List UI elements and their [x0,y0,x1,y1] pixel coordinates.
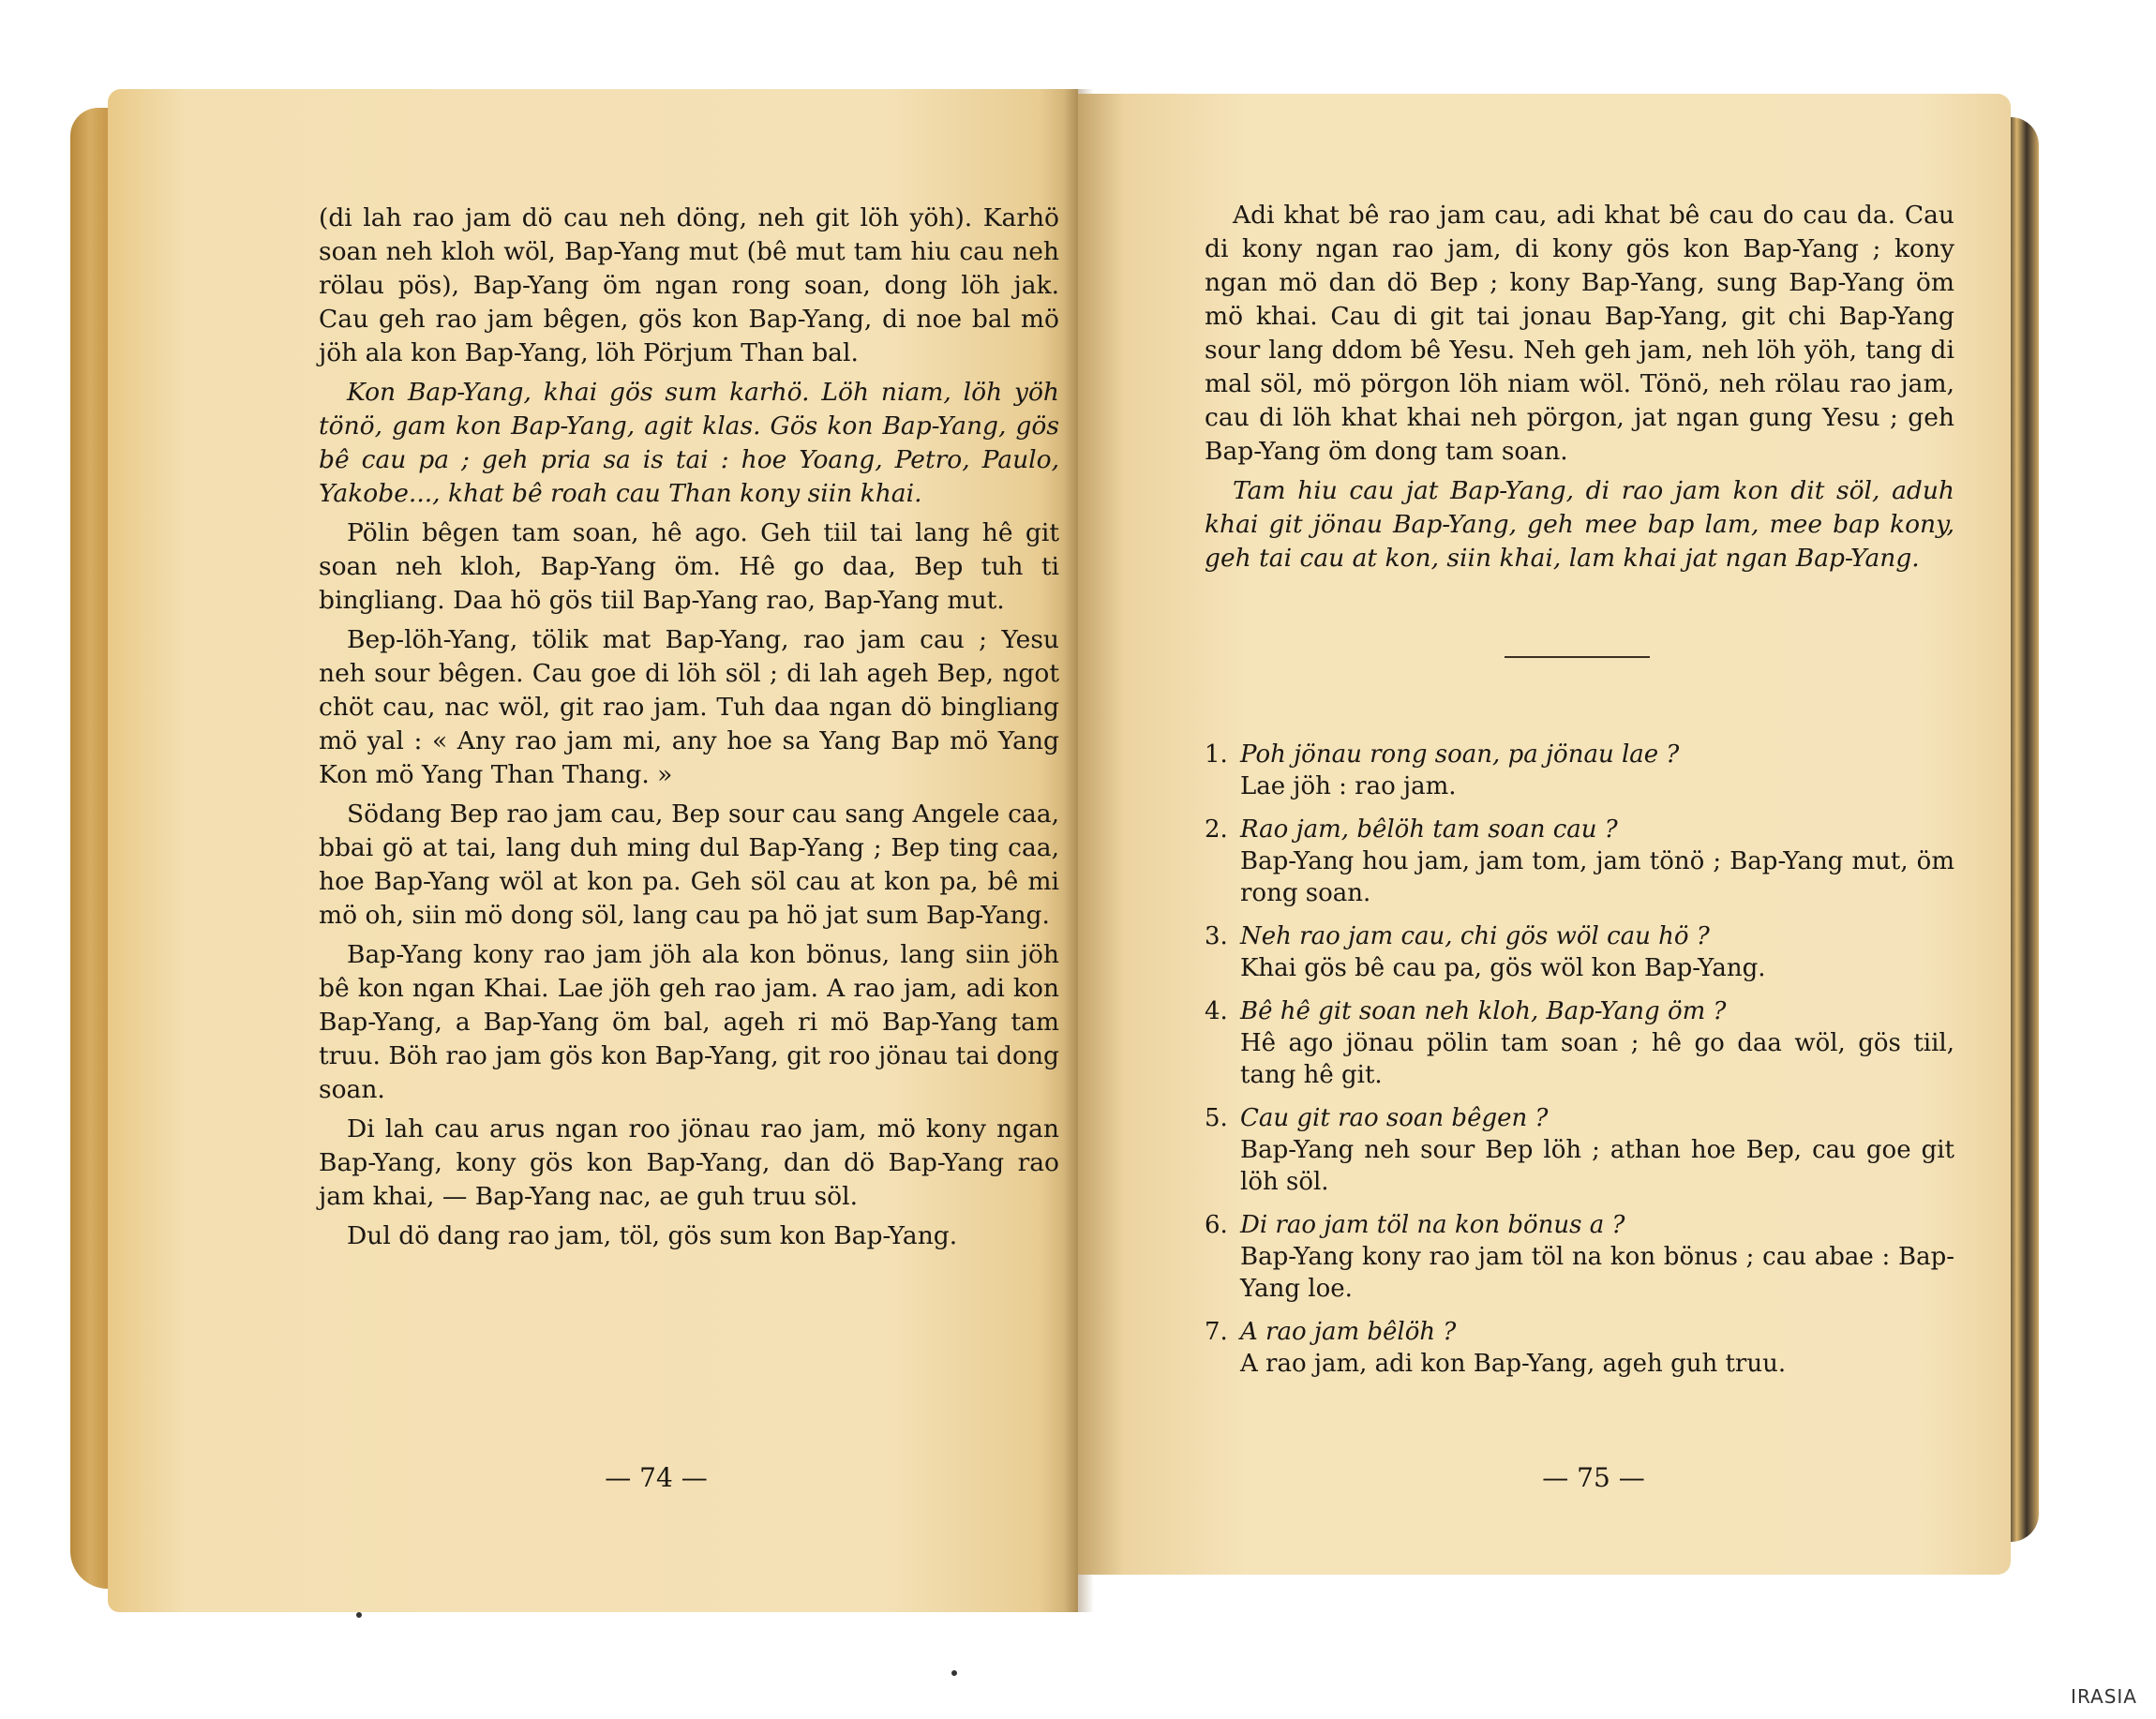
answer-text: Bap-Yang neh sour Bep löh ; athan hoe Bep, cau goe git löh söl. [1240,1136,1954,1196]
question-number: 6. [1205,1211,1228,1239]
ink-speck [951,1670,957,1676]
question-item [1205,1209,1954,1305]
paragraph: (di lah rao jam dö cau neh döng, neh git löh yöh). Karhö soan neh kloh wöl, Bap-Yang mut (bê mut tam hiu cau neh rölau pös), Bap-Yang öm ngan rong soan, dong löh jak. Cau geh rao jam bêgen, gös kon Bap-Yang, di noe bal mö jöh ala kon Bap-Yang, löh Pörjum Than bal. [319,203,1059,367]
page-number: — 75 — [1542,1462,1645,1493]
paragraph: Bep-löh-Yang, tölik mat Bap-Yang, rao jam cau ; Yesu neh sour bêgen. Cau goe di löh söl ; di lah ageh Bep, ngot chöt cau, nac wöl, git rao jam. Tuh daa ngan dö bingliang mö yal : « Any rao jam mi, any hoe sa Yang Bap mö Yang Kon mö Yang Than Thang. » [319,625,1059,789]
paragraph: Di lah cau arus ngan roo jönau rao jam, mö kony ngan Bap-Yang, kony gös kon Bap-Yang, dan dö Bap-Yang rao jam khai, — Bap-Yang nac, ae guh truu söl. [319,1114,1059,1211]
question-item [1205,739,1954,802]
question-number: 3. [1205,922,1228,950]
question-number: 7. [1205,1318,1228,1346]
question-number: 1. [1205,740,1228,769]
question-list [1205,739,1954,1391]
answer-text: Hê ago jönau pölin tam soan ; hê go daa wöl, gös tiil, tang hê git. [1240,1029,1954,1089]
question-number: 2. [1205,815,1228,844]
question-text: Rao jam, bêlöh tam soan cau ? [1240,815,1618,844]
answer-text: Lae jöh : rao jam. [1240,772,1457,800]
answer-text: Khai gös bê cau pa, gös wöl kon Bap-Yang. [1240,954,1766,982]
question-text: A rao jam bêlöh ? [1240,1318,1457,1346]
question-text: Bê hê git soan neh kloh, Bap-Yang öm ? [1240,997,1727,1025]
paragraph: Bap-Yang kony rao jam jöh ala kon bönus, lang siin jöh bê kon ngan Khai. Lae jöh geh rao jam. A rao jam, adi kon Bap-Yang, a Bap-Yang öm bal, ageh ri mö Bap-Yang tam truu. Böh rao jam gös kon Bap-Yang, git roo jönau tai dong soan. [319,940,1059,1104]
answer-text: Bap-Yang hou jam, jam tom, jam tönö ; Bap-Yang mut, öm rong soan. [1240,847,1954,907]
answer-text: A rao jam, adi kon Bap-Yang, ageh guh truu. [1240,1350,1787,1378]
question-text: Poh jönau rong soan, pa jönau lae ? [1240,740,1680,769]
open-book [70,89,2039,1612]
question-item [1205,1102,1954,1198]
left-page-body [319,202,1059,1259]
question-text: Neh rao jam cau, chi gös wöl cau hö ? [1240,922,1710,950]
question-item [1205,1316,1954,1380]
question-item [1205,920,1954,984]
right-page-body [1205,199,1954,581]
right-page [1078,94,2011,1575]
page-number: — 74 — [605,1462,708,1493]
question-item [1205,995,1954,1091]
question-number: 4. [1205,997,1228,1025]
paragraph: Kon Bap-Yang, khai gös sum karhö. Löh niam, löh yöh tönö, gam kon Bap-Yang, agit klas. Gös kon Bap-Yang, gös bê cau pa ; geh pria sa is tai : hoe Yoang, Petro, Paulo, Yakobe..., khat bê roah cau Than kony siin khai. [319,378,1059,508]
answer-text: Bap-Yang kony rao jam töl na kon bönus ; cau abae : Bap-Yang loe. [1240,1243,1954,1303]
section-divider [1505,656,1650,658]
paragraph: Pölin bêgen tam soan, hê ago. Geh tiil tai lang hê git soan neh kloh, Bap-Yang öm. Hê go daa, Bep tuh ti bingliang. Daa hö gös tiil Bap-Yang rao, Bap-Yang mut. [319,518,1059,615]
ink-speck [356,1612,362,1618]
question-text: Cau git rao soan bêgen ? [1240,1104,1549,1132]
question-number: 5. [1205,1104,1228,1132]
paragraph: Dul dö dang rao jam, töl, gös sum kon Bap-Yang. [347,1221,958,1250]
paragraph: Södang Bep rao jam cau, Bep sour cau sang Angele caa, bbai gö at tai, lang duh ming dul Bap-Yang ; Bep ting caa, hoe Bap-Yang wöl at kon pa. Geh söl cau at kon pa, bê mi mö oh, siin mö dong söl, lang cau pa hö jat sum Bap-Yang. [319,800,1059,930]
watermark: IRASIA [2071,1685,2137,1708]
paragraph: Adi khat bê rao jam cau, adi khat bê cau do cau da. Cau di kony ngan rao jam, di kony gös kon Bap-Yang ; kony ngan mö dan dö Bep ; kony Bap-Yang, sung Bap-Yang öm mö khai. Cau di git tai jonau Bap-Yang, git chi Bap-Yang sour lang ddom bê Yesu. Neh geh jam, neh löh yöh, tang di mal söl, mö pörgon löh niam wöl. Tönö, neh rölau rao jam, cau di löh khat khai neh pörgon, jat ngan gung Yesu ; geh Bap-Yang öm dong tam soan. [1205,201,1954,466]
paragraph: Tam hiu cau jat Bap-Yang, di rao jam kon dit söl, aduh khai git jönau Bap-Yang, geh mee bap lam, mee bap kony, geh tai cau at kon, siin khai, lam khai jat ngan Bap-Yang. [1205,476,1954,573]
question-text: Di rao jam töl na kon bönus a ? [1240,1211,1625,1239]
left-page [108,89,1078,1612]
question-item [1205,814,1954,909]
